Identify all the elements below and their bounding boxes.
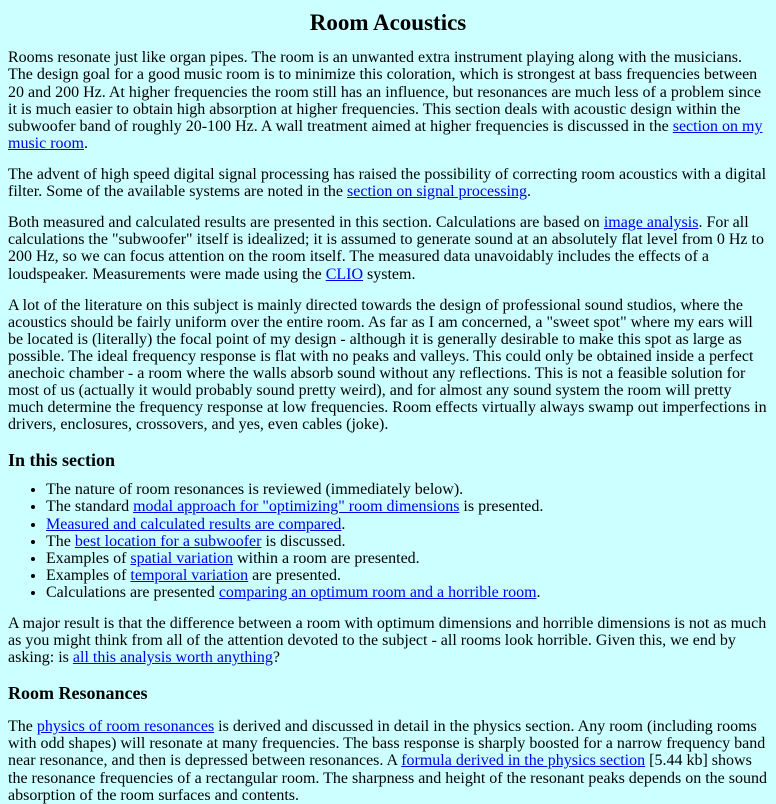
heading-in-this-section: In this section: [8, 450, 116, 471]
paragraph-room-resonances: The physics of room resonances is derived and discussed in detail in the physics section. Any room (including rooms with odd shapes) will resonate at many frequencies. The bass response is sharply boosted for a narrow frequency band near resonance, and then is depressed between resonances. A formula derived in the physics section [5.44 kb] shows the resonance frequencies of a rectangular room. The sharpness and height of the resonant peaks depends on the sound absorption of the room surfaces and contents.: [8, 718, 767, 804]
paragraph-major-result: A major result is that the difference between a room with optimum dimensions and horrible dimensions is not as much as you might think from all of the attention devoted to the subject - all rooms look horrible. Given this, we end by asking: is all this analysis worth anything?: [8, 615, 767, 667]
subwoofer-location-link[interactable]: best location for a subwoofer: [74, 532, 262, 550]
image-analysis-link[interactable]: image analysis: [603, 214, 699, 232]
physics-resonances-link[interactable]: physics of room resonances: [36, 718, 215, 736]
paragraph-literature: A lot of the literature on this subject is mainly directed towards the design of professional sound studios, where the acoustics should be fairly uniform over the entire room. As far as I am concerned, a "sweet spot" where my ears will be located is (literally) the focal point of my design - although it is generally desirable to make this spot as large as possible. The ideal frequency response is flat with no peaks and valleys. This could only be obtained inside a perfect anechoic chamber - a room where the walls absorb sound without any reflections. This is not a feasible solution for most of us (actually it would probably sound pretty weird), and for almost any sound system the room will pretty much determine the frequency response at low frequencies. Room effects virtually always swamp out imperfections in drivers, enclosures, crossovers, and yes, even cables (joke).: [8, 296, 767, 434]
paragraph-dsp: The advent of high speed digital signal processing has raised the possibility of correcting room acoustics with a digital filter. Some of the available systems are noted in the section on signal processing.: [8, 165, 767, 201]
spatial-variation-link[interactable]: spatial variation: [130, 549, 234, 567]
formula-link[interactable]: formula derived in the physics section: [401, 752, 646, 770]
list-item-resonances-reviewed: • The nature of room resonances is reviewed (immediately below).: [46, 481, 768, 498]
list-item-optimum-horrible: • Calculations are presented comparing an optimum room and a horrible room.: [46, 584, 768, 601]
paragraph-measured-calculated: Both measured and calculated results are presented in this section. Calculations are based on image analysis. For all calculations the "subwoofer" itself is idealized; it is assumed to generate sound at an absolutely flat level from 0 Hz to 200 Hz, so we can focus attention on the room itself. The measured data unavoidably includes the effects of a loudspeaker. Measurements were made using the CLIO system.: [8, 214, 764, 283]
list-item-temporal-variation: • Examples of temporal variation are presented.: [46, 567, 768, 584]
temporal-variation-link[interactable]: temporal variation: [130, 566, 249, 584]
signal-processing-link[interactable]: section on signal processing: [347, 183, 527, 201]
clio-link[interactable]: CLIO: [325, 265, 364, 283]
optimum-horrible-link[interactable]: comparing an optimum room and a horrible room: [218, 583, 537, 601]
section-contents-list: [8, 481, 768, 601]
modal-approach-link[interactable]: modal approach for "optimizing" room dimensions: [133, 498, 460, 516]
list-item-spatial-variation: • Examples of spatial variation within a room are presented.: [46, 550, 768, 567]
paragraph-intro: Rooms resonate just like organ pipes. The room is an unwanted extra instrument playing along with the musicians. The design goal for a good music room is to minimize this coloration, which is strongest at bass frequencies between 20 and 200 Hz. At higher frequencies the room still has an influence, but resonances are much less of a problem since it is much easier to obtain high absorption at higher frequencies. This section deals with acoustic design within the subwoofer band of roughly 20-100 Hz. A wall treatment aimed at higher frequencies is discussed in the section on my music room.: [8, 49, 763, 152]
music-room-link[interactable]: section on my music room: [8, 117, 763, 152]
analysis-worth-link[interactable]: all this analysis worth anything: [72, 649, 273, 667]
measured-calculated-link[interactable]: Measured and calculated results are compared: [46, 515, 342, 533]
page-title: Room Acoustics: [309, 10, 467, 35]
list-item-subwoofer-location: • The best location for a subwoofer is discussed.: [46, 533, 768, 550]
heading-room-resonances: Room Resonances: [8, 683, 148, 704]
list-item-measured-compared: • Measured and calculated results are compared.: [46, 516, 768, 533]
list-item-modal-approach: • The standard modal approach for "optimizing" room dimensions is presented.: [46, 498, 768, 515]
